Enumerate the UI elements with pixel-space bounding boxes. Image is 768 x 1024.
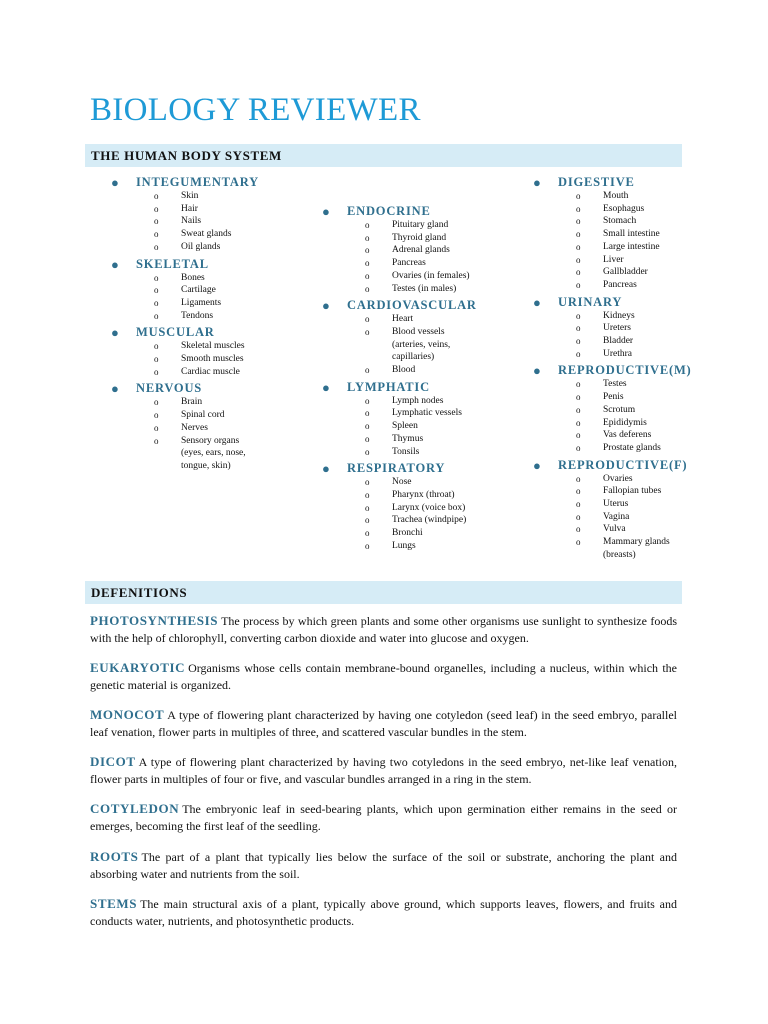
list-item: o Spleen	[365, 421, 418, 432]
ring-bullet-icon: o	[576, 336, 581, 347]
list-item: o Skin	[154, 191, 199, 201]
organ-list	[111, 396, 261, 472]
list-item: o Uterus	[576, 499, 629, 510]
definition-term: MONOCOT	[90, 707, 165, 722]
definition-term: STEMS	[90, 896, 138, 911]
ring-bullet-icon: o	[154, 229, 159, 240]
list-item: o Lymph nodes	[365, 395, 444, 406]
list-item: o Pituitary gland	[365, 220, 449, 230]
system-digestive	[533, 175, 692, 292]
list-item: o Gallbladder	[576, 267, 648, 278]
definition-monocot	[90, 706, 677, 741]
definition-term: ROOTS	[90, 849, 139, 864]
ring-bullet-icon: o	[154, 435, 159, 446]
ring-bullet-icon: o	[576, 404, 581, 415]
ring-bullet-icon: o	[365, 489, 370, 500]
definition-eukaryotic	[90, 659, 677, 694]
organ-list	[322, 476, 477, 552]
ring-bullet-icon: o	[365, 258, 370, 269]
list-item: o Bladder	[576, 336, 634, 347]
ring-bullet-icon: o	[576, 442, 581, 453]
ring-bullet-icon: o	[365, 433, 370, 444]
page-title: BIOLOGY REVIEWER	[90, 92, 421, 128]
organ-list	[322, 219, 477, 295]
ring-bullet-icon: o	[154, 272, 159, 283]
ring-bullet-icon: o	[154, 241, 159, 252]
system-skeletal	[111, 257, 261, 323]
bullet-icon: ●	[111, 381, 120, 397]
ring-bullet-icon: o	[365, 232, 370, 243]
ring-bullet-icon: o	[576, 511, 581, 522]
ring-bullet-icon: o	[154, 191, 159, 201]
bullet-icon: ●	[322, 461, 331, 477]
ring-bullet-icon: o	[576, 417, 581, 428]
definition-text: A type of flowering plant characterized by having one cotyledon (seed leaf) in the seed embryo, parallel leaf venation, flower parts in multiples of three, and scattered vascular bundles in the stem.	[90, 708, 677, 739]
ring-bullet-icon: o	[576, 430, 581, 441]
list-item: o Testes (in males)	[365, 283, 457, 294]
system-nervous	[111, 381, 261, 472]
ring-bullet-icon: o	[576, 499, 581, 510]
bullet-icon: ●	[322, 204, 331, 219]
ring-bullet-icon: o	[576, 267, 581, 278]
list-item: o Pancreas	[576, 279, 637, 290]
system-name: REPRODUCTIVE(M)	[558, 363, 692, 378]
ring-bullet-icon: o	[365, 314, 370, 325]
definition-text: The embryonic leaf in seed-bearing plants, which upon germination either remains in the seed or emerges, becoming the first leaf of the seedling.	[90, 802, 677, 833]
list-item: o Oil glands	[154, 241, 221, 252]
list-item: o Ligaments	[154, 297, 222, 308]
ring-bullet-icon: o	[576, 254, 581, 265]
system-urinary	[533, 295, 692, 361]
ring-bullet-icon: o	[576, 279, 581, 290]
ring-bullet-icon: o	[365, 421, 370, 432]
list-item: o Esophagus	[576, 203, 645, 214]
list-item: o Tonsils	[365, 446, 420, 457]
list-item: o Vas deferens	[576, 430, 652, 441]
definition-dicot	[90, 753, 677, 788]
organ-list	[322, 395, 477, 459]
list-item: o Fallopian tubes	[576, 486, 662, 497]
ring-bullet-icon: o	[365, 270, 370, 281]
systems-column-3	[533, 175, 692, 562]
list-item: o Skeletal muscles	[154, 341, 245, 352]
list-item: o Cartilage	[154, 285, 216, 296]
list-item: o Mouth	[576, 191, 629, 201]
ring-bullet-icon: o	[365, 326, 370, 337]
definition-term: EUKARYOTIC	[90, 660, 186, 675]
list-item: o Small intestine	[576, 229, 660, 240]
system-name: NERVOUS	[136, 381, 203, 396]
ring-bullet-icon: o	[576, 203, 581, 214]
bullet-icon: ●	[111, 325, 120, 341]
ring-bullet-icon: o	[365, 220, 370, 230]
ring-bullet-icon: o	[154, 410, 159, 421]
ring-bullet-icon: o	[576, 348, 581, 359]
bullet-icon: ●	[533, 294, 542, 310]
list-item: o Larynx (voice box)	[365, 502, 466, 513]
section-header-definitions: DEFENITIONS	[85, 581, 682, 604]
system-muscular	[111, 325, 261, 378]
bullet-icon: ●	[533, 363, 542, 379]
ring-bullet-icon: o	[154, 297, 159, 308]
organ-list	[111, 272, 261, 323]
system-respiratory	[322, 461, 477, 552]
organ-list	[322, 313, 477, 377]
list-item: o Blood	[365, 365, 416, 376]
bullet-icon: ●	[111, 256, 120, 272]
list-item: o Blood vessels (arteries, veins, capillaries)	[365, 326, 451, 363]
ring-bullet-icon: o	[576, 310, 581, 321]
organ-list	[533, 190, 692, 292]
definition-roots	[90, 848, 677, 883]
list-item: o Hair	[154, 203, 198, 214]
system-integumentary	[111, 175, 261, 254]
list-item: o Sweat glands	[154, 229, 232, 240]
list-item: o Heart	[365, 314, 414, 325]
ring-bullet-icon: o	[576, 379, 581, 390]
system-name: MUSCULAR	[136, 325, 215, 340]
ring-bullet-icon: o	[365, 245, 370, 256]
list-item: o Prostate glands	[576, 442, 661, 453]
definition-term: DICOT	[90, 754, 136, 769]
bullet-icon: ●	[533, 457, 542, 473]
system-name: LYMPHATIC	[347, 379, 430, 394]
list-item: o Vulva	[576, 524, 626, 535]
section-header-body-system: THE HUMAN BODY SYSTEM	[85, 144, 682, 167]
ring-bullet-icon: o	[576, 216, 581, 227]
list-item: o Nose	[365, 477, 412, 488]
list-item: o Smooth muscles	[154, 354, 244, 365]
ring-bullet-icon: o	[154, 422, 159, 433]
list-item: o Vagina	[576, 511, 630, 522]
system-name: REPRODUCTIVE(F)	[558, 457, 688, 472]
system-reproductive-female	[533, 458, 692, 562]
system-cardiovascular	[322, 298, 477, 377]
list-item: o Cardiac muscle	[154, 366, 240, 377]
system-reproductive-male	[533, 363, 692, 454]
ring-bullet-icon: o	[576, 229, 581, 240]
list-item: o Testes	[576, 379, 627, 390]
list-item: o Ovaries (in females)	[365, 270, 470, 281]
list-item: o Bronchi	[365, 528, 423, 539]
ring-bullet-icon: o	[154, 366, 159, 377]
list-item: o Large intestine	[576, 241, 660, 252]
ring-bullet-icon: o	[365, 528, 370, 539]
list-item: o Epididymis	[576, 417, 647, 428]
organ-list	[533, 378, 692, 454]
list-item: o Bones	[154, 272, 205, 283]
definition-stems	[90, 895, 677, 930]
ring-bullet-icon: o	[365, 283, 370, 294]
ring-bullet-icon: o	[154, 397, 159, 408]
list-item: o Lungs	[365, 540, 416, 551]
definition-text: The process by which green plants and some other organisms use sunlight to synthesize foods with the help of chlorophyll, converting carbon dioxide and water into glucose and oxygen.	[90, 614, 677, 645]
list-item: o Thymus	[365, 433, 424, 444]
ring-bullet-icon: o	[576, 486, 581, 497]
list-item: o Pancreas	[365, 258, 426, 269]
list-item: o Tendons	[154, 310, 214, 321]
list-item: o Penis	[576, 392, 624, 403]
systems-column-1	[111, 175, 261, 473]
definition-photosynthesis	[90, 612, 677, 647]
system-endocrine	[322, 204, 477, 295]
ring-bullet-icon: o	[576, 524, 581, 535]
list-item: o Stomach	[576, 216, 637, 227]
ring-bullet-icon: o	[154, 203, 159, 214]
system-name: URINARY	[558, 294, 623, 309]
organ-list	[533, 473, 692, 562]
ring-bullet-icon: o	[154, 341, 159, 352]
ring-bullet-icon: o	[365, 502, 370, 513]
list-item: o Brain	[154, 397, 203, 408]
list-item: o Adrenal glands	[365, 245, 450, 256]
definition-cotyledon	[90, 800, 677, 835]
ring-bullet-icon: o	[365, 365, 370, 376]
system-name: RESPIRATORY	[347, 461, 446, 476]
ring-bullet-icon: o	[576, 473, 581, 484]
list-item: o Lymphatic vessels	[365, 408, 462, 419]
ring-bullet-icon: o	[576, 323, 581, 334]
system-name: ENDOCRINE	[347, 204, 431, 218]
organ-list	[533, 310, 692, 361]
definition-text: A type of flowering plant characterized by having two cotyledons in the seed embryo, net-like leaf venation, flower parts in multiples of four or five, and vascular bundles arranged in a ring in the stem.	[90, 755, 677, 786]
list-item: o Scrotum	[576, 404, 636, 415]
ring-bullet-icon: o	[576, 241, 581, 252]
ring-bullet-icon: o	[365, 477, 370, 488]
list-item: o Kidneys	[576, 310, 635, 321]
bullet-icon: ●	[111, 175, 120, 190]
bullet-icon: ●	[322, 298, 331, 314]
system-name: CARDIOVASCULAR	[347, 298, 477, 313]
ring-bullet-icon: o	[576, 392, 581, 403]
list-item: o Nerves	[154, 422, 208, 433]
definition-term: PHOTOSYNTHESIS	[90, 613, 219, 628]
list-item: o Mammary glands (breasts)	[576, 537, 670, 560]
ring-bullet-icon: o	[154, 310, 159, 321]
ring-bullet-icon: o	[576, 191, 581, 201]
list-item: o Nails	[154, 216, 202, 227]
list-item: o Sensory organs (eyes, ears, nose, tongue, skin)	[154, 435, 246, 471]
definition-term: COTYLEDON	[90, 801, 180, 816]
ring-bullet-icon: o	[365, 395, 370, 406]
list-item: o Trachea (windpipe)	[365, 515, 467, 526]
list-item: o Pharynx (throat)	[365, 489, 455, 500]
ring-bullet-icon: o	[365, 446, 370, 457]
ring-bullet-icon: o	[576, 537, 581, 548]
ring-bullet-icon: o	[154, 354, 159, 365]
list-item: o Thyroid gland	[365, 232, 447, 243]
bullet-icon: ●	[533, 175, 542, 190]
organ-list	[111, 190, 261, 254]
bullet-icon: ●	[322, 379, 331, 395]
list-item: o Spinal cord	[154, 410, 225, 421]
organ-list	[111, 340, 261, 378]
system-lymphatic	[322, 380, 477, 459]
system-name: SKELETAL	[136, 256, 209, 271]
systems-column-2	[322, 204, 477, 552]
ring-bullet-icon: o	[154, 285, 159, 296]
system-name: INTEGUMENTARY	[136, 175, 259, 189]
definition-text: The main structural axis of a plant, typically above ground, which supports leaves, flowers, and fruits and conducts water, nutrients, and photosynthetic products.	[90, 897, 677, 928]
list-item: o Urethra	[576, 348, 633, 359]
list-item: o Ovaries	[576, 473, 633, 484]
definition-text: Organisms whose cells contain membrane-bound organelles, including a nucleus, within which the genetic material is organized.	[90, 661, 677, 692]
list-item: o Liver	[576, 254, 624, 265]
system-name: DIGESTIVE	[558, 175, 635, 189]
ring-bullet-icon: o	[365, 540, 370, 551]
ring-bullet-icon: o	[365, 515, 370, 526]
definition-text: The part of a plant that typically lies below the surface of the soil or substrate, anchoring the plant and absorbing water and nutrients from the soil.	[90, 850, 677, 881]
ring-bullet-icon: o	[154, 216, 159, 227]
list-item: o Ureters	[576, 323, 631, 334]
ring-bullet-icon: o	[365, 408, 370, 419]
